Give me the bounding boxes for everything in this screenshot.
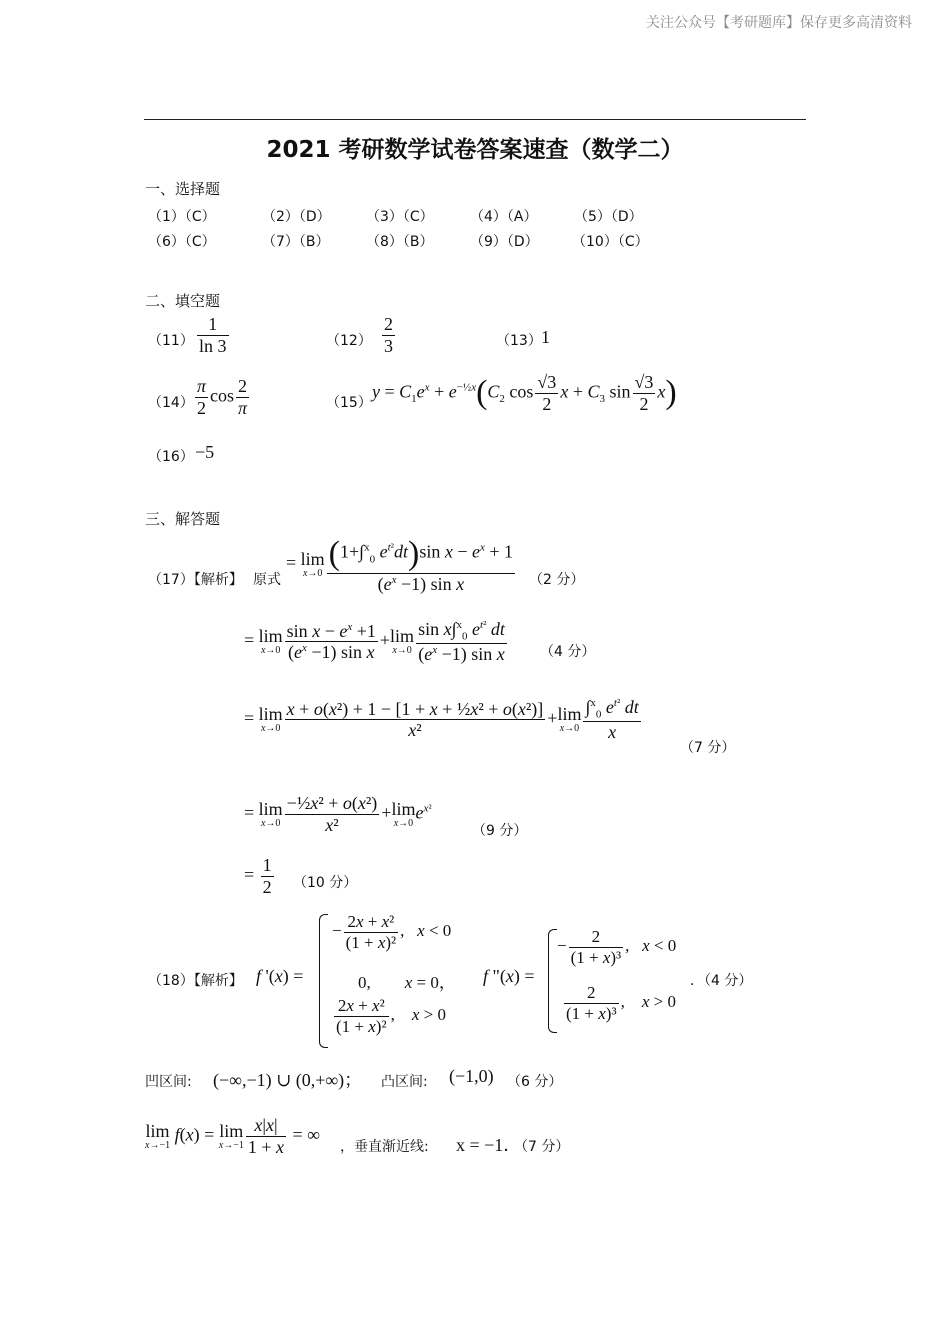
q18-fdouble-case1: − $\frac{2}{\text{(1 + x)³}}$ , x < 0: [557, 927, 677, 967]
q17-step4: = lim x→0 $\frac{\text{−½x² + o(x²)}}{\text{x²}}$ +lim x→0 $e^{x^2}$: [244, 793, 432, 835]
answer-8: （8）（B）: [366, 234, 434, 250]
section-solve-heading: 三、解答题: [145, 510, 221, 528]
label-12: （12）: [326, 333, 372, 349]
q18-fprime-case3: $\frac{\text{2x + x²}}{\text{(1 + x)²}}$ , x > 0: [336, 996, 446, 1036]
q17-label: （17）【解析】: [148, 572, 243, 588]
q18-fprime-case2: 0, x = 0，: [358, 973, 456, 992]
answer-3: （3）（C）: [366, 209, 434, 225]
q18-fprime-case1: − $\frac{\text{2x + x²}}{\text{(1 + x)²}}$ , x < 0: [332, 912, 452, 952]
q17-points-4: （9 分）: [472, 823, 528, 839]
asymptote-text: ，垂直渐近线:: [340, 1139, 429, 1155]
convex-label: 凸区间:: [381, 1074, 428, 1090]
answer-15-math: $y = C_1e^x + e^{-\frac{1}{2}x}(C_2$ cos $\frac{√3}{2}$ $x + C_3$ sin $\frac{√3}{2}$ x): [372, 372, 677, 414]
q17-points-2: （4 分）: [540, 644, 596, 660]
q17-step5: = $\frac{1}{2}$: [244, 855, 272, 897]
answer-11-math: $\frac{1}{\ln 3}$: [199, 314, 227, 356]
answer-5: （5）（D）: [574, 209, 643, 225]
answer-16: −5: [195, 442, 215, 462]
answer-10: （10）（C）: [572, 234, 649, 250]
q18-fdouble-lhs: f "(x) =: [483, 966, 535, 986]
q17-points-5: （10 分）: [293, 875, 358, 891]
label-16: （16）: [148, 449, 194, 465]
answer-6: （6）（C）: [148, 234, 216, 250]
asymptote-points: （7 分）: [514, 1139, 570, 1155]
q18-brace-2: [548, 929, 557, 1033]
q17-points-1: （2 分）: [529, 572, 585, 588]
header-rule: [144, 119, 806, 120]
answer-12-math: $\frac{2}{3}$: [384, 314, 393, 356]
answer-14-math: $\frac{\pi}{2}$ cos $\frac{2}{\pi}$: [197, 376, 248, 418]
label-14: （14）: [148, 395, 194, 411]
asymptote-value: x = −1．: [456, 1135, 522, 1155]
q17-prefix: 原式: [253, 572, 281, 588]
concave-label: 凹区间:: [145, 1074, 192, 1090]
section-choice-heading: 一、选择题: [145, 180, 221, 198]
interval-points: （6 分）: [507, 1074, 563, 1090]
convex-value: (−1,0): [449, 1066, 494, 1086]
answer-7: （7）（B）: [262, 234, 330, 250]
q17-step2: = lim x→0 $\frac{\sin x - e^x +1}{(e^x -1) \sin x}$ +lim x→0 $\frac{\sin x\int^x_0 e^{t^2} dt}{(e^x -1) \sin x}$: [244, 619, 505, 665]
section-fill-heading: 二、填空题: [145, 292, 221, 310]
label-15: （15）: [326, 395, 372, 411]
label-11: （11）: [148, 333, 194, 349]
q18-brace-1: [319, 914, 328, 1048]
q17-step1: = lim x→0 $\frac{(1+\int^x_0 e^{t^2}dt)\sin x - e^x + 1}{(e^x -1) \sin x}$: [286, 535, 514, 595]
q18-label: （18）【解析】: [148, 973, 243, 989]
answer-4: （4）（A）: [470, 209, 538, 225]
q17-step3: = lim x→0 $\frac{\text{x + o(x²) + 1 − [1 + x + ½x² + o(x²)]}}{\text{x²}}$ +lim x→0 $\frac{\int^x_0 e^{t^2} dt}{x}$: [244, 697, 639, 743]
concave-value: (−∞,−1) ∪ (0,+∞)；: [213, 1070, 363, 1090]
page-title: 2021 考研数学试卷答案速查（数学二）: [266, 137, 684, 163]
answer-13: 1: [541, 327, 550, 347]
q17-points-3: （7 分）: [680, 740, 736, 756]
watermark: 关注公众号【考研题库】保存更多高清资料: [646, 15, 912, 31]
q18-fprime-lhs: f '(x) =: [256, 966, 304, 986]
answer-2: （2）（D）: [262, 209, 331, 225]
label-13: （13）: [496, 333, 542, 349]
asymptote-limit: lim x→−1 f(x) = lim x→−1 $\frac{x|x|}{1 + x}$ = ∞: [145, 1115, 320, 1157]
answer-9: （9）（D）: [470, 234, 539, 250]
q18-points-1: ．（4 分）: [690, 973, 753, 989]
answer-1: （1）（C）: [148, 209, 216, 225]
q18-fdouble-case2: $\frac{2}{\text{(1 + x)³}}$ , x > 0: [566, 983, 676, 1023]
